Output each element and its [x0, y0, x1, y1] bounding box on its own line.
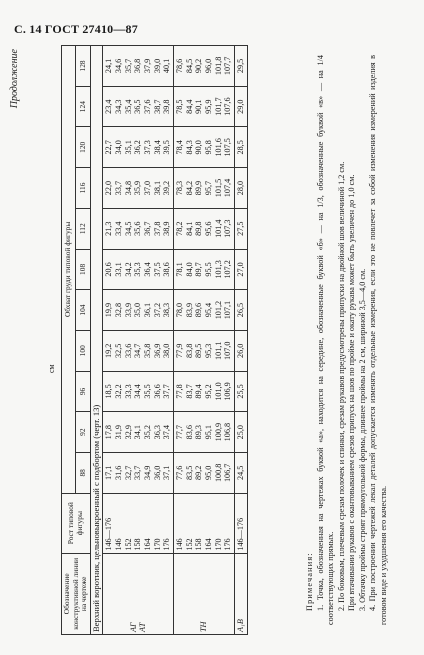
bust-size-header: 112 — [76, 208, 90, 249]
designation-cell: ТН — [174, 553, 235, 634]
value-cell: 25,5 — [235, 371, 248, 412]
notes-block — [305, 55, 389, 625]
value-cell: 21,3 33,4 34,5 35,6 36,7 37,8 38,9 — [103, 208, 174, 249]
note-item: 3. Обтачку проймы строят прямоугольной формы, длиннее проймы на 2 см, шириной 3,5—4,0 см. — [357, 268, 367, 611]
bust-size-header: 116 — [76, 168, 90, 209]
notes-title: Примечания: — [305, 552, 314, 611]
value-cell: 20,6 33,1 34,2 35,3 36,4 37,5 38,6 — [103, 249, 174, 290]
value-cell: 29,5 — [235, 46, 248, 87]
value-cell: 19,9 32,8 33,9 35,0 36,1 37,2 38,3 — [103, 290, 174, 331]
height-cell: 146—176 146 152 158 164 170 176 — [103, 493, 174, 553]
value-cell: 18,5 32,2 33,3 34,4 35,5 36,6 37,7 — [103, 371, 174, 412]
value-cell: 77,7 83,6 89,3 95,1 100,9 106,8 — [174, 412, 235, 453]
value-cell: 26,0 — [235, 330, 248, 371]
height-cell: 146 152 158 164 170 176 — [174, 493, 235, 553]
value-cell: 24,5 — [235, 452, 248, 493]
value-cell: 78,0 83,9 89,6 95,4 101,2 107,1 — [174, 290, 235, 331]
continuation-label: Продолжение — [9, 49, 20, 109]
col-bust-group-header: Обхват груди типовой фигуры — [62, 46, 76, 494]
table-row — [174, 46, 235, 635]
value-cell: 22,7 34,0 35,1 36,2 37,3 38,4 39,5 — [103, 127, 174, 168]
table-row — [235, 46, 248, 635]
value-cell: 77,9 83,8 89,5 95,3 101,1 107,0 — [174, 330, 235, 371]
value-cell: 77,8 83,7 89,4 95,2 101,0 106,9 — [174, 371, 235, 412]
designation-cell: АГ АТ — [103, 553, 174, 634]
bust-size-header: 124 — [76, 86, 90, 127]
bust-size-header: 108 — [76, 249, 90, 290]
value-cell: 78,3 84,2 89,9 95,7 101,5 107,4 — [174, 168, 235, 209]
bust-size-header: 120 — [76, 127, 90, 168]
value-cell: 23,4 34,3 35,4 36,5 37,6 38,7 39,8 — [103, 86, 174, 127]
value-cell: 77,6 83,5 89,2 95,0 100,8 106,7 — [174, 452, 235, 493]
value-cell: 22,0 33,7 34,8 35,9 37,0 38,1 39,2 — [103, 168, 174, 209]
value-cell: 19,2 32,5 33,6 34,7 35,8 36,9 38,0 — [103, 330, 174, 371]
bust-size-header: 128 — [76, 46, 90, 87]
bust-size-header: 104 — [76, 290, 90, 331]
bust-size-header: 88 — [76, 452, 90, 493]
bust-size-header: 100 — [76, 330, 90, 371]
value-cell: 26,5 — [235, 290, 248, 331]
bust-size-header: 92 — [76, 412, 90, 453]
bust-size-header: 96 — [76, 371, 90, 412]
value-cell: 78,2 84,1 89,8 95,6 101,4 107,3 — [174, 208, 235, 249]
value-cell: 78,4 84,3 90,0 95,8 101,6 107,5 — [174, 127, 235, 168]
rotated-page-content — [5, 43, 415, 643]
section-title: Верхний воротник, цельновыкроенный с подбортом (черт. 13) — [90, 46, 103, 635]
designation-cell: А₁В — [235, 553, 248, 634]
note-item: 2. По боковым, плечевым срезам полочек и спинки, срезам рукавов предусмотрены припуски на двойной шов величиной 1,2 см. — [336, 161, 346, 611]
note-item: При втачивании рукавов с окантовыванием срезов припуск на шов по пройме и окату рукава может быть увеличен до 1,0 см. — [347, 174, 356, 611]
table-row — [103, 46, 174, 635]
value-cell: 24,1 34,6 35,7 36,8 37,9 39,0 40,1 — [103, 46, 174, 87]
value-cell: 29,0 — [235, 86, 248, 127]
value-cell: 78,6 84,5 90,2 96,0 101,8 107,7 — [174, 46, 235, 87]
note-item: 1. Точка, обозначенная на чертежах буквой «а», находится на середине, обозначенные буквой «б» — на 1/3, обозначенные буквой «в» — на 1/4 соответствующих прямых. — [315, 55, 335, 625]
note-item: 4. При построении чертежей лекал деталей допускается изменять отдельные измерения, если это не повлечет за собой изменения измерений изделия в готовом виде и ухудшения его качества. — [368, 55, 388, 625]
col-height-header: Рост типовой фигуры — [62, 493, 91, 553]
value-cell: 25,0 — [235, 412, 248, 453]
value-cell: 27,0 — [235, 249, 248, 290]
col-designation-header: Обозначение конструктивной линии на чертеже — [62, 553, 91, 634]
unit-label: см — [47, 364, 56, 373]
value-cell: 78,5 84,4 90,1 95,9 101,7 107,6 — [174, 86, 235, 127]
value-cell: 78,1 84,0 89,7 95,5 101,3 107,2 — [174, 249, 235, 290]
value-cell: 17,1 31,6 32,7 33,7 34,9 36,0 37,1 — [103, 452, 174, 493]
page-header: С. 14 ГОСТ 27410—87 — [14, 22, 138, 36]
value-cell: 27,5 — [235, 208, 248, 249]
value-cell: 28,5 — [235, 127, 248, 168]
measurement-table — [61, 45, 248, 635]
value-cell: 17,8 31,9 32,9 34,1 35,2 36,3 37,4 — [103, 412, 174, 453]
height-cell: 146—176 — [235, 493, 248, 553]
value-cell: 28,0 — [235, 168, 248, 209]
